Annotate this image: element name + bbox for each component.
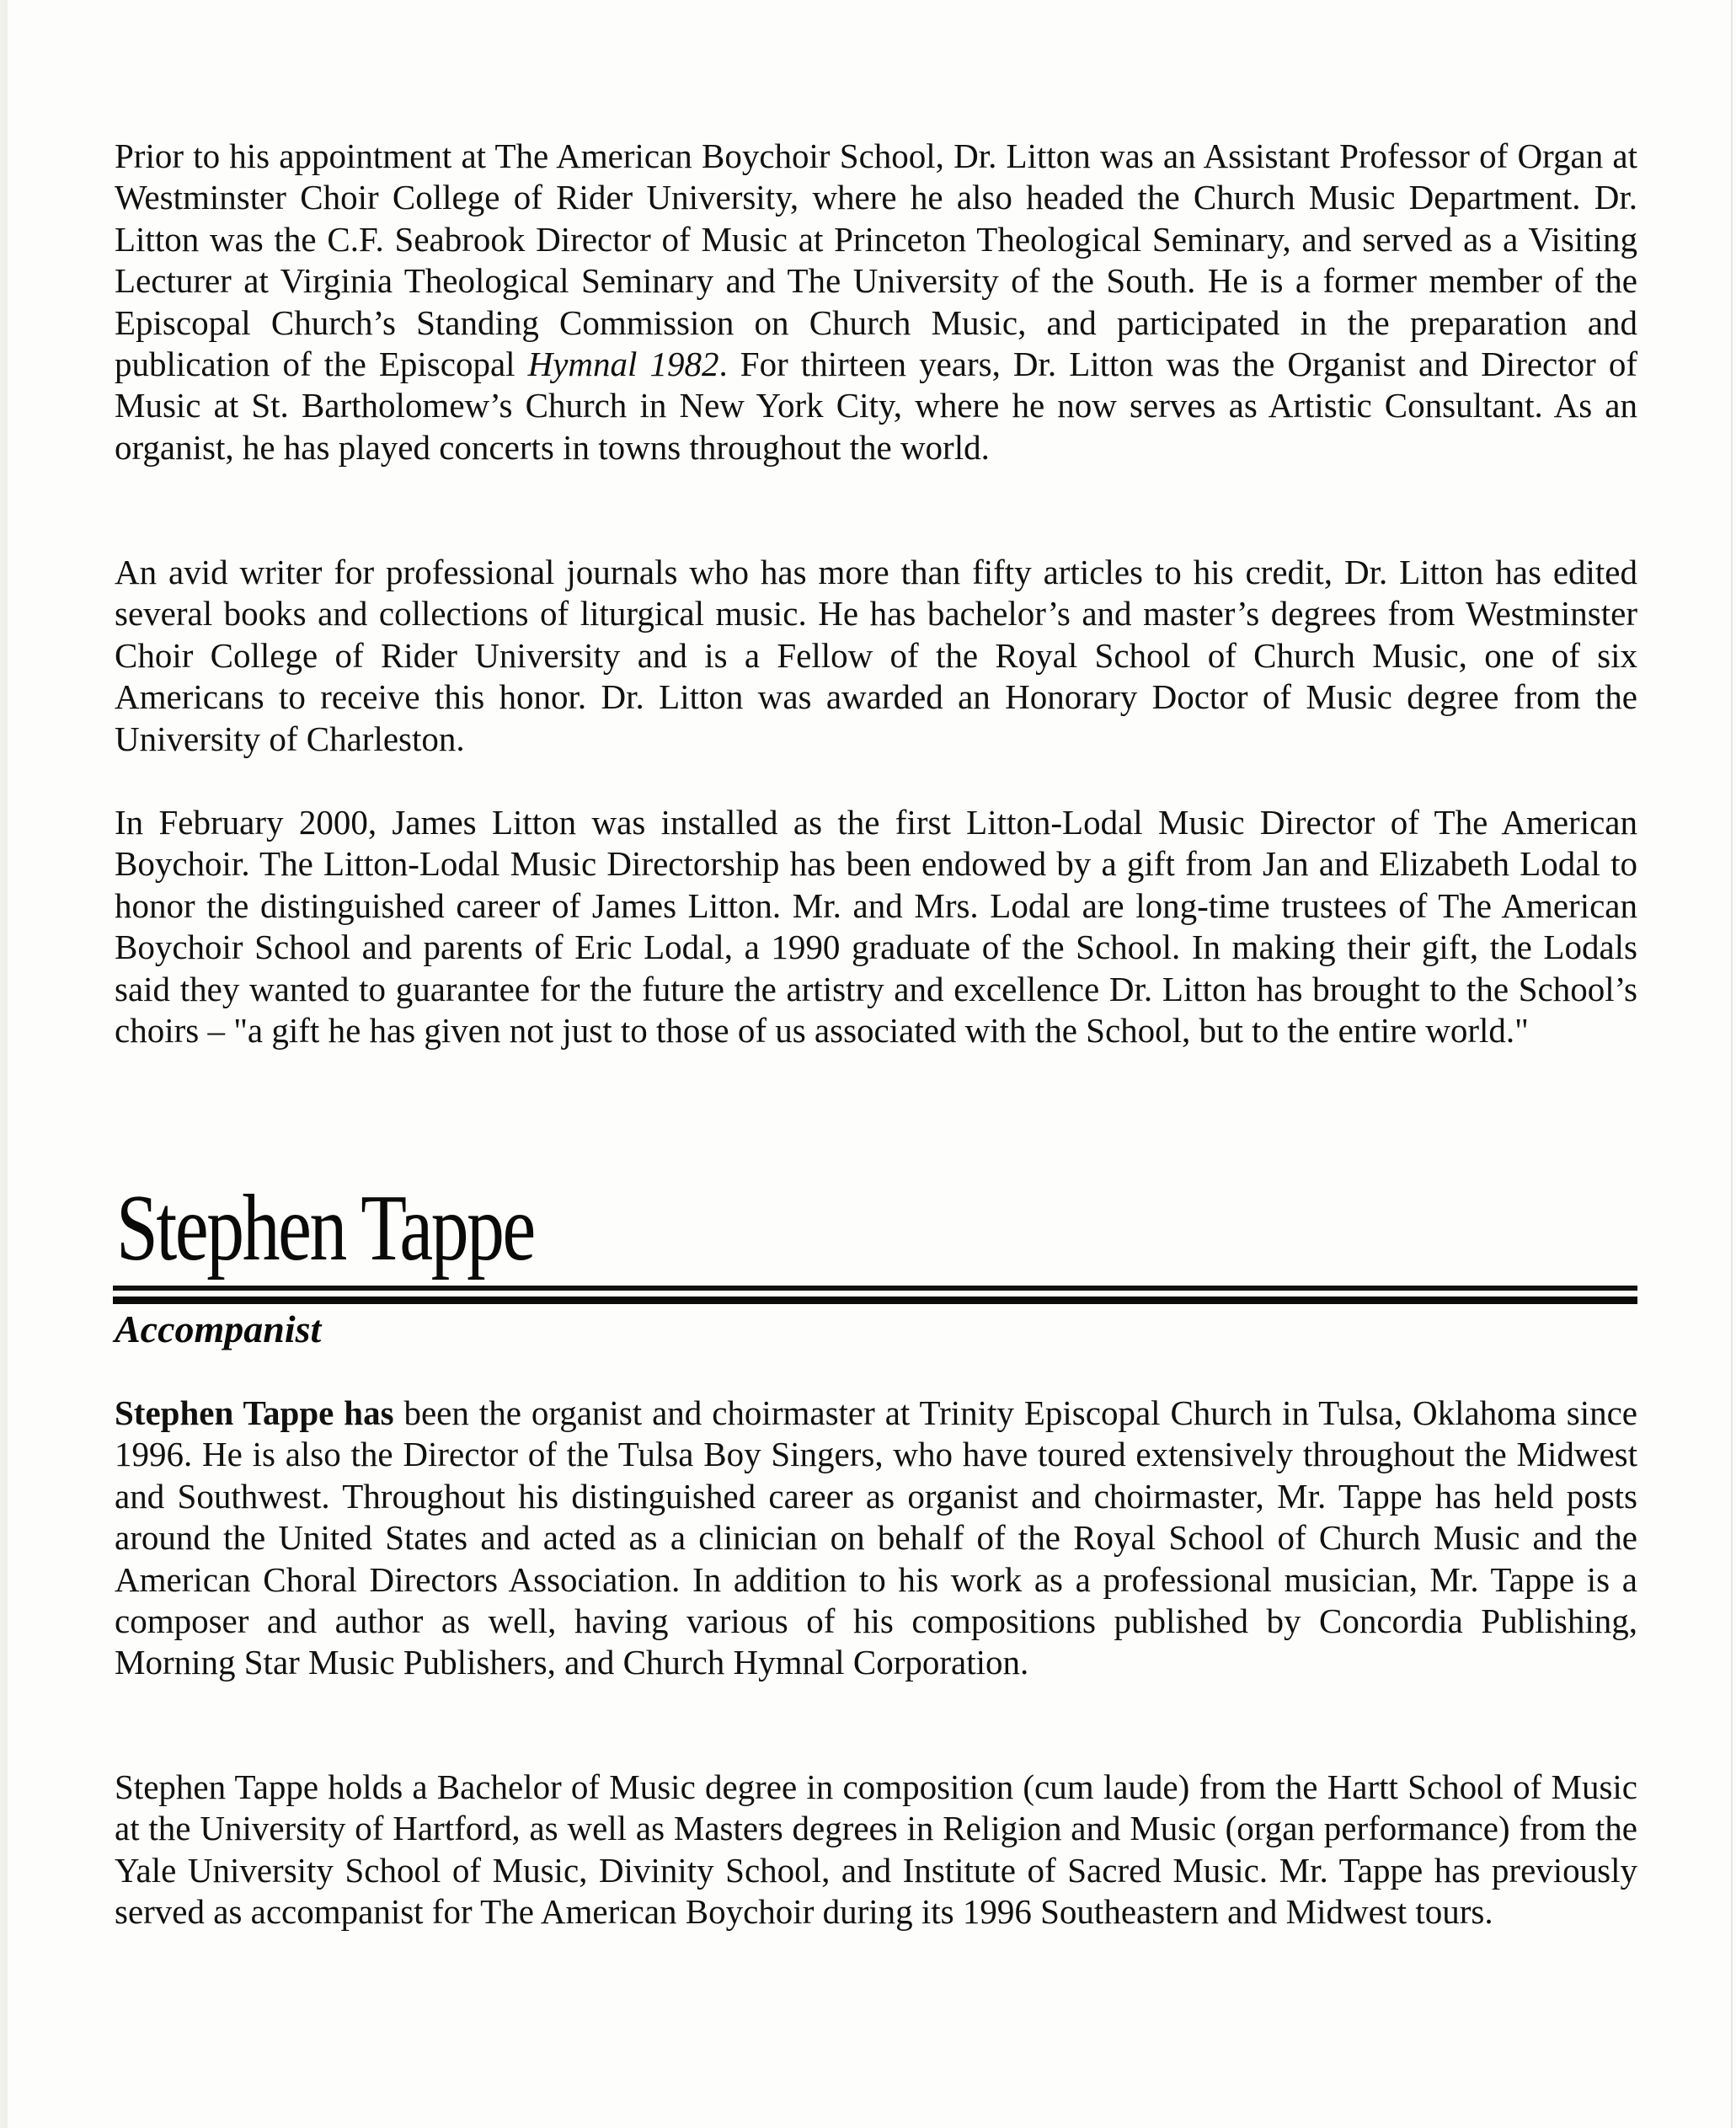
section-heading: Stephen Tappe — [116, 1176, 534, 1281]
text-run: Prior to his appointment at The American Boychoir School, Dr. Litton was an Assistant Professor of Organ at Westminster Choir College of Rider University, where he also headed the Church Music Department. Dr. Litton was the C.F. Seabrook Director of Music at Princeton Theological Seminary, and served as a Visiting Lecturer at Virginia Theological Seminary and The University of the South. He is a former member of the Episcopal Church’s Standing Commission on Church Music, and participated in the preparation and publication of the Episcopal — [115, 136, 1637, 384]
scan-right-edge — [1731, 0, 1733, 2128]
text-run: . For thirteen years, Dr. Litton was the Organist and Director of Music at St. Bartholomew’s Church in New York City, where he now serves as Artistic Consultant. As an organist, he has played concerts in towns throughout the world. — [115, 345, 1637, 467]
heading-rule-thin — [113, 1286, 1637, 1291]
scan-left-edge — [0, 0, 8, 2128]
heading-rule-thick — [113, 1297, 1637, 1304]
section-subtitle: Accompanist — [115, 1307, 322, 1350]
tappe-paragraph-1 — [115, 1393, 1637, 1684]
text-run: been the organist and choirmaster at Trinity Episcopal Church in Tulsa, Oklahoma since 1996. He is also the Director of the Tulsa Boy Singers, who have toured extensively throughout the Midwest and Southwest. Throughout his distinguished career as organist and choirmaster, Mr. Tappe has held posts around the United States and acted as a clinician on behalf of the Royal School of Church Music and the American Choral Directors Association. In addition to his work as a professional musician, Mr. Tappe is a composer and author as well, having various of his compositions published by Concordia Publishing, Morning Star Music Publishers, and Church Hymnal Corporation. — [115, 1393, 1637, 1682]
litton-paragraph-1 — [115, 136, 1637, 468]
lead-in-bold: Stephen Tappe has — [115, 1393, 394, 1432]
tappe-paragraph-2: Stephen Tappe holds a Bachelor of Music degree in composition (cum laude) from the Hartt School of Music at the University of Hartford, as well as Masters degrees in Religion and Music (organ performance) from the Yale University School of Music, Divinity School, and Institute of Sacred Music. Mr. Tappe has previously served as accompanist for The American Boychoir during its 1996 Southeastern and Midwest tours. — [115, 1767, 1637, 1932]
litton-paragraph-3: In February 2000, James Litton was installed as the first Litton-Lodal Music Director of The American Boychoir. The Litton-Lodal Music Directorship has been endowed by a gift from Jan and Elizabeth Lodal to honor the distinguished career of James Litton. Mr. and Mrs. Lodal are long-time trustees of The American Boychoir School and parents of Eric Lodal, a 1990 graduate of the School. In making their gift, the Lodals said they wanted to guarantee for the future the artistry and excellence Dr. Litton has brought to the School’s choirs – "a gift he has given not just to those of us associated with the School, but to the entire world." — [115, 803, 1637, 1051]
hymnal-title: Hymnal 1982 — [527, 345, 719, 384]
litton-paragraph-2: An avid writer for professional journals who has more than fifty articles to his credit, Dr. Litton has edited several books and collections of liturgical music. He has bachelor’s and master’s degrees from Westminster Choir College of Rider University and is a Fellow of the Royal School of Church Music, one of six Americans to receive this honor. Dr. Litton was awarded an Honorary Doctor of Music degree from the University of Charleston. — [115, 553, 1637, 758]
